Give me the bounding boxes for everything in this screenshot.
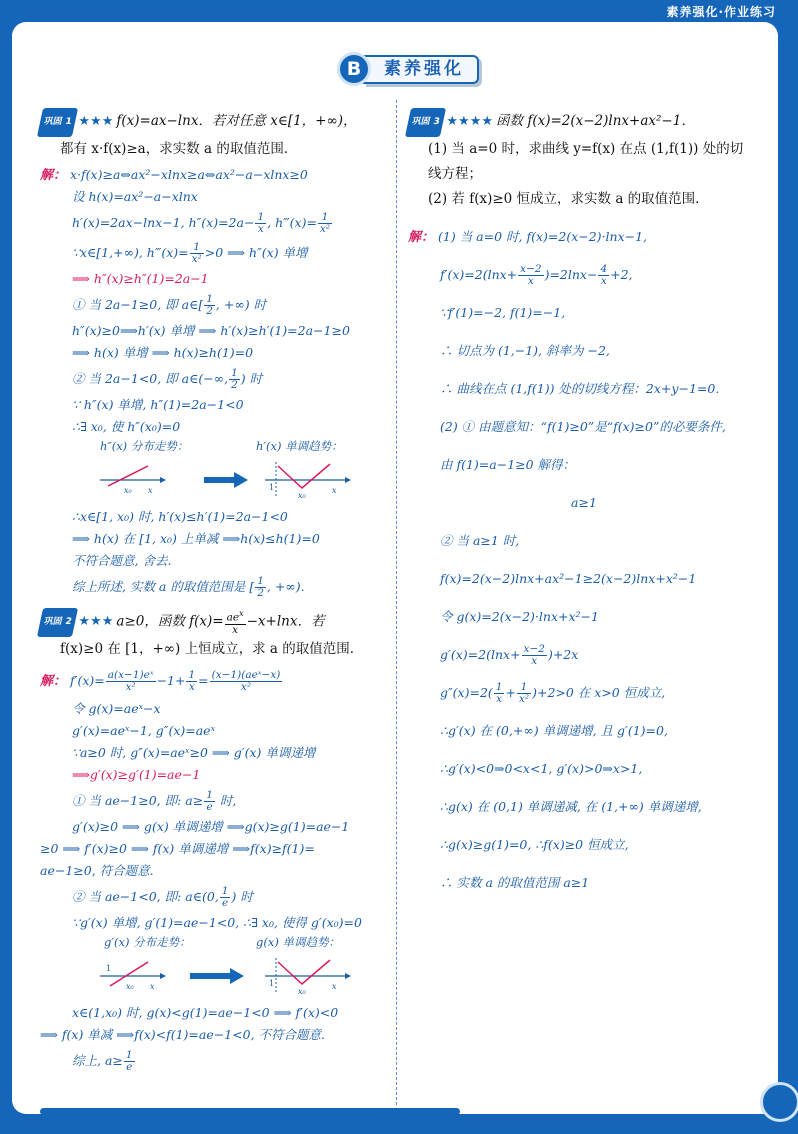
diagram-caption: g(x) 单调趋势： — [256, 935, 340, 950]
svg-text:x₀: x₀ — [298, 987, 306, 997]
solution-line: 综上, a≥ $\frac{1}{e}$ — [72, 1049, 133, 1074]
answer-label: 解： — [408, 230, 435, 245]
solution-line: ∴g(x)≥g(1)=0, ∴f(x)≥0 恒成立, — [440, 837, 629, 852]
solution-line-highlight: ⟹g′(x)≥g′(1)=ae−1 — [72, 767, 201, 783]
x-label: x — [332, 486, 337, 495]
solution-line: 令 g(x)=2(x−2)·lnx+x²−1 — [440, 609, 599, 624]
banner-letter-icon: B — [337, 52, 371, 86]
solution-line: ∴ 切点为 (1,−1), 斜率为 −2, — [440, 343, 610, 358]
problem-text: 都有 x·f(x)≥a，求实数 a 的取值范围． — [60, 141, 298, 157]
arrow-head — [234, 472, 248, 488]
problem-1 — [40, 108, 388, 162]
solution-line: 令 g(x)=aeˣ−x — [72, 701, 161, 717]
problem-2: 巩固 2 ★★★ a≥0，函数 f(x)= $\frac{ae^x}{x}$ −x+lnx．若 f(x)≥0 在 [1，+∞) 上恒成立，求 a 的取值范围． — [40, 608, 388, 662]
trend-sketch — [100, 956, 380, 1000]
solution-line: f′(x)=2(lnx+ $\frac{x-2}{x}$ )=2lnx− $\frac{4}{x}$ +2, — [440, 263, 633, 287]
solution-line: ∴g(x) 在 (0,1) 单调递减, 在 (1,+∞) 单调递增, — [440, 799, 702, 814]
difficulty-stars: ★★★ — [78, 114, 114, 129]
solution-line: ∵ h″(x) 单增, h″(1)=2a−1<0 — [72, 397, 244, 412]
left-column — [40, 108, 388, 1076]
solution-line: g′(x)≥0 ⟹ g(x) 单调递增 ⟹g(x)≥g(1)=ae−1 — [72, 819, 350, 835]
section-banner — [337, 52, 479, 86]
worksheet-page — [12, 22, 778, 1114]
running-header: 素养强化·作业练习 — [666, 5, 776, 19]
solution-line: ⟹ f(x) 单减 ⟹f(x)<f(1)=ae−1<0, 不符合题意. — [40, 1027, 326, 1043]
x0-label: x₀ — [298, 491, 306, 500]
solution-line: h″(x)≥0⟹h′(x) 单增 ⟹ h′(x)≥h′(1)=2a−1≥0 — [72, 323, 350, 338]
solution-line: 解： (1) 当 a=0 时, f(x)=2(x−2)·lnx−1, — [408, 229, 648, 245]
solution-line: ∵f′(1)=−2, f(1)=−1, — [440, 305, 566, 320]
problem-badge: 巩固 2 — [37, 608, 79, 637]
solution-line: ⟹ h(x) 在 [1, x₀) 上单减 ⟹h(x)≤h(1)=0 — [72, 531, 320, 546]
trend-diagram-2 — [100, 934, 380, 1002]
svg-text:x₀: x₀ — [126, 982, 134, 992]
solution-line: ② 当 a≥1 时, — [440, 533, 520, 548]
solution-line: 由 f(1)=a−1≥0 解得： — [440, 457, 576, 472]
diagram-caption: h″(x) 分布走势： — [100, 439, 189, 453]
one-label: 1 — [269, 483, 275, 492]
problem-text: 线方程； — [428, 166, 482, 182]
right-column — [408, 108, 760, 902]
decorative-stripe — [40, 1108, 460, 1115]
diagram-caption: g′(x) 分布走势： — [104, 935, 191, 950]
solution-line: ⟹ h(x) 单增 ⟹ h(x)≥h(1)=0 — [72, 345, 254, 360]
answer-label: 解： — [40, 674, 67, 690]
column-divider — [396, 100, 397, 1105]
svg-text:x: x — [332, 982, 337, 992]
solution-line: h′(x)=2ax−lnx−1, h″(x)=2a− $\frac{1}{x}$ , h‴(x)= $\frac{1}{\text{x²}}$ — [72, 211, 331, 235]
x0-label: x₀ — [124, 486, 132, 495]
solution-line: g′(x)=2(lnx+ $\frac{x-2}{x}$ )+2x — [440, 643, 579, 667]
svg-text:1: 1 — [269, 979, 275, 989]
solution-line: ∴g′(x)<0⇒0<x<1, g′(x)>0⇒x>1, — [440, 761, 643, 776]
svg-text:1: 1 — [106, 964, 112, 974]
solution-line: ② 当 2a−1<0, 即 a∈(−∞, $\frac{1}{2}$ ) 时 — [72, 367, 263, 391]
solution-line: 解： f′(x)= $\frac{\text{a(x−1)eˣ}}{\text{x²}}$ −1+ $\frac{1}{x}$ = $\frac{\text{(x−1)(aeˣ−x)}}{\text{x²}}$ — [40, 669, 281, 694]
problem-text: f(x)≥0 在 [1，+∞) 上恒成立，求 a 的取值范围． — [60, 641, 364, 658]
solution-line: ② 当 ae−1<0, 即: a∈(0, $\frac{1}{e}$ ) 时 — [72, 885, 253, 910]
problem-3: 巩固 3 ★★★★ 函数 f(x)=2(x−2)lnx+ax²−1． (1) 当 a=0 时，求曲线 y=f(x) 在点 (1,f(1)) 处的切 线方程； (2) 若 f(x)≥0 恒成立，求实数 a 的取值范围． — [408, 108, 760, 212]
x-label: x — [148, 486, 153, 495]
trend-sketch — [100, 460, 380, 504]
solution-line: ae−1≥0, 符合题意. — [40, 863, 154, 879]
problem-text: f(x)=ax−lnx．若对任意 x∈[1，+∞)， — [116, 113, 357, 129]
solution-line: 综上所述, 实数 a 的取值范围是 [ $\frac{1}{2}$ , +∞). — [72, 575, 305, 599]
solution-line: ∴ 实数 a 的取值范围 a≥1 — [440, 875, 590, 890]
solution-2 — [40, 664, 388, 1076]
solution-line: x∈(1,x₀) 时, g(x)<g(1)=ae−1<0 ⟹ f′(x)<0 — [72, 1005, 339, 1021]
diagram-caption: h′(x) 单调趋势： — [256, 439, 343, 453]
answer-label: 解： — [40, 168, 67, 183]
solution-line: g″(x)=2( $\frac{1}{x}$ + $\frac{1}{\text{x²}}$ )+2>0 在 x>0 恒成立, — [440, 681, 666, 705]
difficulty-stars: ★★★★ — [446, 114, 494, 129]
solution-line: ① 当 ae−1≥0, 即: a≥ $\frac{1}{e}$ 时, — [72, 789, 237, 814]
solution-3 — [408, 218, 760, 902]
solution-line: a≥1 — [571, 495, 597, 510]
trend-diagram-1 — [100, 438, 380, 506]
solution-line: ∴g′(x) 在 (0,+∞) 单调递增, 且 g′(1)=0, — [440, 723, 668, 738]
solution-line: 设 h(x)=ax²−a−xlnx — [72, 189, 198, 204]
solution-line: 解： x·f(x)≥a⇔ax²−xlnx≥a⇔ax²−a−xlnx≥0 — [40, 167, 308, 183]
solution-1 — [40, 164, 388, 602]
solution-line: ∴∃ x₀, 使 h″(x₀)=0 — [72, 419, 181, 434]
solution-line: (2) ① 由题意知：“f(1)≥0”是“f(x)≥0”的必要条件, — [440, 419, 726, 434]
solution-line: ① 当 2a−1≥0, 即 a∈[ $\frac{1}{2}$ , +∞) 时 — [72, 293, 267, 317]
problem-text: (2) 若 f(x)≥0 恒成立，求实数 a 的取值范围． — [428, 191, 709, 207]
problem-badge: 巩固 1 — [37, 108, 79, 137]
solution-line: ∴ 曲线在点 (1,f(1)) 处的切线方程：2x+y−1=0. — [440, 381, 720, 396]
arrow-shaft — [204, 477, 236, 483]
solution-line: ∵x∈[1,+∞), h‴(x)= $\frac{1}{\text{x²}}$ >0 ⟹ h″(x) 单增 — [72, 241, 308, 265]
solution-line: 不符合题意, 舍去. — [72, 553, 172, 568]
solution-line: ∴x∈[1, x₀) 时, h′(x)≤h′(1)=2a−1<0 — [72, 509, 288, 524]
solution-line: g′(x)=aeˣ−1, g″(x)=aeˣ — [72, 723, 216, 739]
problem-badge: 巩固 3 — [405, 108, 447, 137]
svg-text:x: x — [150, 982, 155, 992]
solution-line: f(x)=2(x−2)lnx+ax²−1≥2(x−2)lnx+x²−1 — [440, 571, 697, 586]
problem-text: (1) 当 a=0 时，求曲线 y=f(x) 在点 (1,f(1)) 处的切 — [428, 141, 744, 157]
solution-line: ≥0 ⟹ f′(x)≥0 ⟹ f(x) 单调递增 ⟹f(x)≥f(1)= — [40, 841, 315, 857]
bottom-bar — [0, 1114, 798, 1134]
page-corner-decoration — [760, 1082, 798, 1122]
solution-line: ∵g′(x) 单增, g′(1)=ae−1<0, ∴∃ x₀, 使得 g′(x₀)=0 — [72, 915, 362, 931]
solution-line-highlight: ⟹ h″(x)≥h″(1)=2a−1 — [72, 271, 209, 286]
top-bar — [0, 0, 798, 22]
difficulty-stars: ★★★ — [78, 614, 114, 630]
solution-line: ∵a≥0 时, g″(x)=aeˣ≥0 ⟹ g′(x) 单调递增 — [72, 745, 316, 761]
banner-title: 素养强化 — [363, 55, 479, 84]
